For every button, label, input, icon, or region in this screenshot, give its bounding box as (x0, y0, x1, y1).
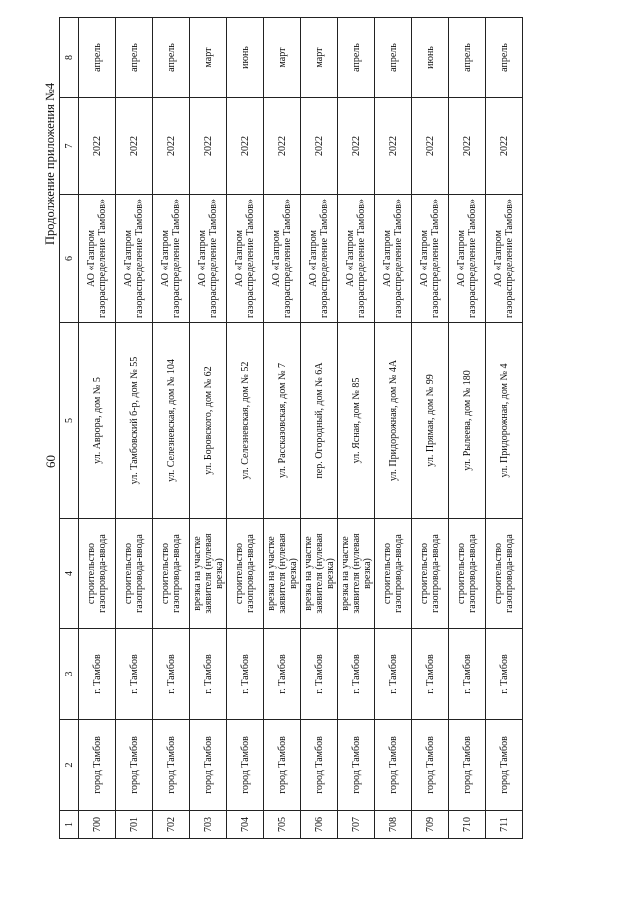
table-cell: апрель (338, 18, 375, 98)
continuation-caption: Продолжение приложения №4 (43, 82, 57, 245)
table-cell: АО «Газпром газораспределение Тамбов» (412, 195, 449, 323)
table-cell: г. Тамбов (153, 629, 190, 720)
table-cell: г. Тамбов (449, 629, 486, 720)
table-cell: АО «Газпром газораспределение Тамбов» (375, 195, 412, 323)
table-row (116, 18, 153, 839)
table-cell: г. Тамбов (116, 629, 153, 720)
table-cell: 706 (301, 811, 338, 839)
table-cell: врезка на участке заявителя (нулевая врезка) (301, 519, 338, 629)
table-cell: 2022 (153, 98, 190, 195)
column-number: 5 (60, 323, 79, 519)
table-cell: 2022 (338, 98, 375, 195)
table-cell: строительство газопровода-ввода (412, 519, 449, 629)
appendix-table (59, 17, 523, 839)
table-cell: г. Тамбов (227, 629, 264, 720)
table-cell: строительство газопровода-ввода (153, 519, 190, 629)
table-cell: строительство газопровода-ввода (375, 519, 412, 629)
table-cell: г. Тамбов (375, 629, 412, 720)
table-cell: ул. Селезневская, дом № 104 (153, 323, 190, 519)
rotated-page (35, 10, 595, 910)
table-cell: 2022 (190, 98, 227, 195)
column-number: 6 (60, 195, 79, 323)
table-cell: март (190, 18, 227, 98)
table-cell: строительство газопровода-ввода (449, 519, 486, 629)
table-cell: строительство газопровода-ввода (79, 519, 116, 629)
table-cell: город Тамбов (190, 720, 227, 811)
table-body (60, 18, 523, 839)
table-cell: 707 (338, 811, 375, 839)
table-cell: пер. Огородный, дом № 6А (301, 323, 338, 519)
table-cell: 2022 (486, 98, 523, 195)
table-cell: АО «Газпром газораспределение Тамбов» (301, 195, 338, 323)
column-number: 8 (60, 18, 79, 98)
table-cell: г. Тамбов (190, 629, 227, 720)
table-cell: город Тамбов (153, 720, 190, 811)
table-cell: март (301, 18, 338, 98)
table-cell: АО «Газпром газораспределение Тамбов» (338, 195, 375, 323)
table-row (153, 18, 190, 839)
table-cell: АО «Газпром газораспределение Тамбов» (153, 195, 190, 323)
table-cell: 703 (190, 811, 227, 839)
table-cell: апрель (375, 18, 412, 98)
table-cell: АО «Газпром газораспределение Тамбов» (449, 195, 486, 323)
table-cell: г. Тамбов (264, 629, 301, 720)
table-cell: ул. Придорожная, дом № 4 (486, 323, 523, 519)
table-cell: город Тамбов (264, 720, 301, 811)
table-cell: 709 (412, 811, 449, 839)
header-row (60, 18, 79, 839)
table-cell: апрель (153, 18, 190, 98)
table-cell: АО «Газпром газораспределение Тамбов» (486, 195, 523, 323)
table-cell: строительство газопровода-ввода (116, 519, 153, 629)
table-cell: г. Тамбов (301, 629, 338, 720)
table-cell: город Тамбов (116, 720, 153, 811)
table-row (79, 18, 116, 839)
table-cell: г. Тамбов (338, 629, 375, 720)
table-cell: город Тамбов (301, 720, 338, 811)
table-row (375, 18, 412, 839)
column-number: 4 (60, 519, 79, 629)
table-cell: 701 (116, 811, 153, 839)
table-row (449, 18, 486, 839)
table-cell: 710 (449, 811, 486, 839)
table-cell: ул. Прямая, дом № 99 (412, 323, 449, 519)
table-cell: ул. Селезневская, дом № 52 (227, 323, 264, 519)
table-row (338, 18, 375, 839)
table-cell: 711 (486, 811, 523, 839)
table-cell: город Тамбов (449, 720, 486, 811)
table-cell: апрель (79, 18, 116, 98)
table-cell: город Тамбов (375, 720, 412, 811)
table-cell: ул. Придорожная, дом № 4А (375, 323, 412, 519)
table-cell: 2022 (264, 98, 301, 195)
table-cell: строительство газопровода-ввода (227, 519, 264, 629)
column-number: 7 (60, 98, 79, 195)
table-cell: АО «Газпром газораспределение Тамбов» (264, 195, 301, 323)
table-cell: июнь (227, 18, 264, 98)
table-cell: АО «Газпром газораспределение Тамбов» (227, 195, 264, 323)
column-number: 3 (60, 629, 79, 720)
table-cell: ул. Ясная, дом № 85 (338, 323, 375, 519)
table-cell: город Тамбов (486, 720, 523, 811)
column-number: 2 (60, 720, 79, 811)
table-cell: строительство газопровода-ввода (486, 519, 523, 629)
table-row (486, 18, 523, 839)
table-cell: врезка на участке заявителя (нулевая врезка) (190, 519, 227, 629)
table-cell: 2022 (375, 98, 412, 195)
table-cell: ул. Аврора, дом № 5 (79, 323, 116, 519)
table-cell: город Тамбов (227, 720, 264, 811)
column-number: 1 (60, 811, 79, 839)
table-cell: 708 (375, 811, 412, 839)
table-cell: АО «Газпром газораспределение Тамбов» (116, 195, 153, 323)
table-cell: ул. Рылеева, дом № 180 (449, 323, 486, 519)
table-cell: город Тамбов (412, 720, 449, 811)
table-cell: апрель (116, 18, 153, 98)
table-cell: ул. Боровского, дом № 62 (190, 323, 227, 519)
table-cell: 704 (227, 811, 264, 839)
table-cell: 2022 (301, 98, 338, 195)
table-cell: город Тамбов (79, 720, 116, 811)
page-number: 60 (43, 455, 58, 468)
table-cell: март (264, 18, 301, 98)
table-cell: 2022 (449, 98, 486, 195)
table-cell: апрель (449, 18, 486, 98)
table-cell: 702 (153, 811, 190, 839)
table-cell: апрель (486, 18, 523, 98)
table-row (264, 18, 301, 839)
table-cell: г. Тамбов (486, 629, 523, 720)
table-row (412, 18, 449, 839)
table-cell: АО «Газпром газораспределение Тамбов» (79, 195, 116, 323)
table-cell: г. Тамбов (79, 629, 116, 720)
table-cell: 705 (264, 811, 301, 839)
table-cell: врезка на участке заявителя (нулевая врезка) (338, 519, 375, 629)
table-cell: 2022 (412, 98, 449, 195)
table-cell: ул. Рассказовская, дом № 7 (264, 323, 301, 519)
table-cell: 2022 (79, 98, 116, 195)
table-cell: ул. Тамбовский б-р, дом № 55 (116, 323, 153, 519)
table-cell: 2022 (227, 98, 264, 195)
table-cell: АО «Газпром газораспределение Тамбов» (190, 195, 227, 323)
table-row (190, 18, 227, 839)
table-row (301, 18, 338, 839)
table-row (227, 18, 264, 839)
table-cell: 700 (79, 811, 116, 839)
table-cell: г. Тамбов (412, 629, 449, 720)
table-cell: 2022 (116, 98, 153, 195)
table-cell: город Тамбов (338, 720, 375, 811)
table-cell: врезка на участке заявителя (нулевая врезка) (264, 519, 301, 629)
table-cell: июнь (412, 18, 449, 98)
